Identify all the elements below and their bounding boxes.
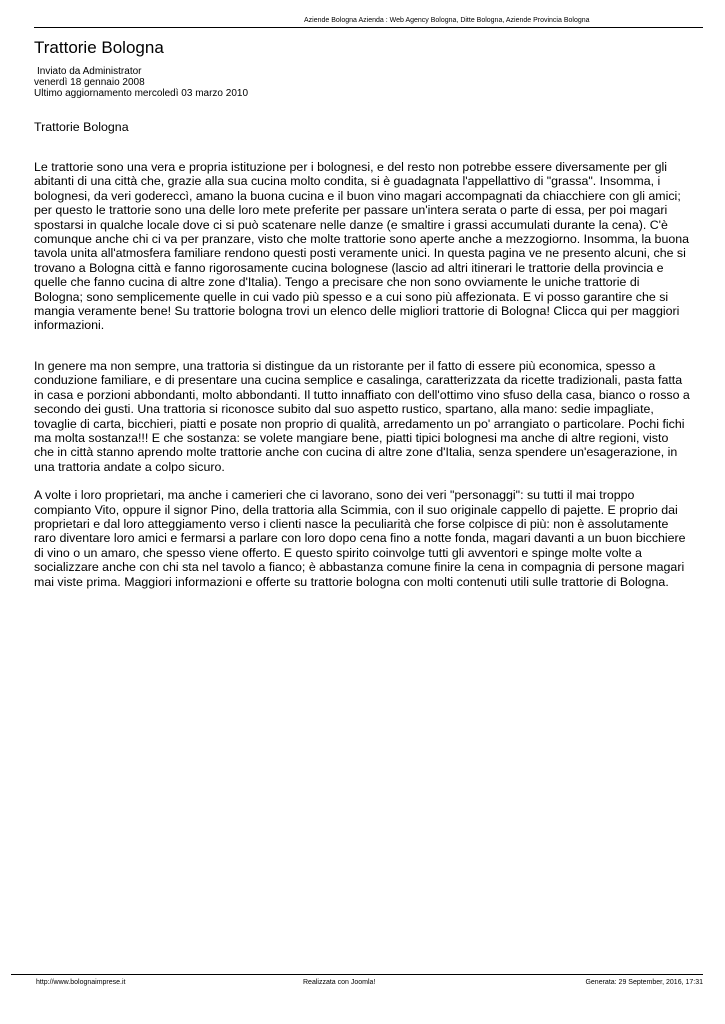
site-title: Aziende Bologna Azienda : Web Agency Bologna, Ditte Bologna, Aziende Provincia Bologna: [304, 17, 590, 24]
footer-powered-by: Realizzata con Joomla!: [303, 979, 376, 986]
article-paragraph: Le trattorie sono una vera e propria istituzione per i bolognesi, e del resto non potrebbe essere diversamente per gli abitanti di una città che, grazie alla sua cucina molto condita, si è guadagnata l'appellattivo di "grassa". Insomma, i bolognesi, da veri godereccì, amano la buona cucina e il buon vino magari accompagnati da chiacchiere con gli amici; per questo le trattorie sono una delle loro mete preferite per passare un'intera serata o parte di essa, per poi magari spostarsi in qualche locale dove ci si può scatenare nelle danze (e smaltire i grassi accumulati durante la cena). C'è comunque anche chi ci va per pranzare, visto che molte trattorie sono aperte anche a mezzogiorno. Insomma, la buona tavola unita all'atmosfera familiare rendono questi posti veramente unici. In questa pagina ve ne presento alcuni, che si trovano a Bologna città e fanno rigorosamente cucina bolognese (lascio ad altri itinerari le trattorie della provincia e quelle che fanno cucina di altre zone d'Italia). Tengo a precisare che non sono ovviamente le uniche trattorie di Bologna; sono semplicemente quelle in cui vado più spesso e a cui sono più affezionata. E vi posso garantire che si mangia veramente bene! Su trattorie bologna trovi un elenco delle migliori trattorie di Bologna! Clicca qui per maggiori informazioni.: [34, 160, 690, 333]
article-meta: [34, 66, 690, 99]
article-date: venerdì 18 gennaio 2008: [34, 77, 145, 88]
page-footer: [11, 974, 703, 989]
article-subtitle: Trattorie Bologna: [34, 120, 129, 134]
article-updated: Ultimo aggiornamento mercoledì 03 marzo 2010: [34, 88, 248, 99]
article-title: Trattorie Bologna: [34, 38, 164, 57]
article-author: Inviato da Administrator: [37, 66, 142, 77]
footer-generated-date: Generata: 29 September, 2016, 17:31: [585, 979, 703, 986]
footer-url: http://www.bolognaimprese.it: [36, 979, 126, 986]
page-header: [34, 16, 703, 28]
article: [34, 38, 690, 589]
article-paragraph: A volte i loro proprietari, ma anche i camerieri che ci lavorano, sono dei veri "personaggi": su tutti il mai troppo compianto Vito, oppure il signor Pino, della trattoria alla Scimmia, con il suo originale cappello di pajette. E proprio dai proprietari e dal loro atteggiamento verso i clienti nasce la peculiarità che forse colpisce di più: non è assolutamente raro diventare loro amici e fermarsi a parlare con loro dopo cena fino a notte fonda, magari davanti a un buon bicchiere di vino o un amaro, che spesso viene offerto. E questo spirito coinvolge tutti gli avventori e spinge molte volte a socializzare anche con chi sta nel tavolo a fianco; è abbastanza comune finire la cena in compagnia di persone magari mai viste prima. Maggiori informazioni e offerte su trattorie bologna con molti contenuti utili sulle trattorie di Bologna.: [34, 488, 686, 589]
article-paragraph: In genere ma non sempre, una trattoria si distingue da un ristorante per il fatto di essere più economica, spesso a conduzione familiare, e di presentare una cucina semplice e casalinga, caratterizzata da ricette tradizionali, pasta fatta in casa e porzioni abbondanti, molto abbondanti. Il tutto innaffiato con dell'ottimo vino sfuso della casa, bianco o rosso a secondo dei gusti. Una trattoria si riconosce subito dal suo aspetto rustico, spartano, alla mano: sedie impagliate, tovaglie di carta, bicchieri, piatti e posate non proprio di qualità, arredamento un po' arrangiato o particolare. Pochi fichi ma molta sostanza!!! E che sostanza: se volete mangiare bene, piatti tipici bolognesi ma anche di altre regioni, visto che in città stanno aprendo molte trattorie anche con cucina di altre zone d'Italia, senza spendere un'esagerazione, in una trattoria andate a colpo sicuro.: [34, 358, 690, 474]
